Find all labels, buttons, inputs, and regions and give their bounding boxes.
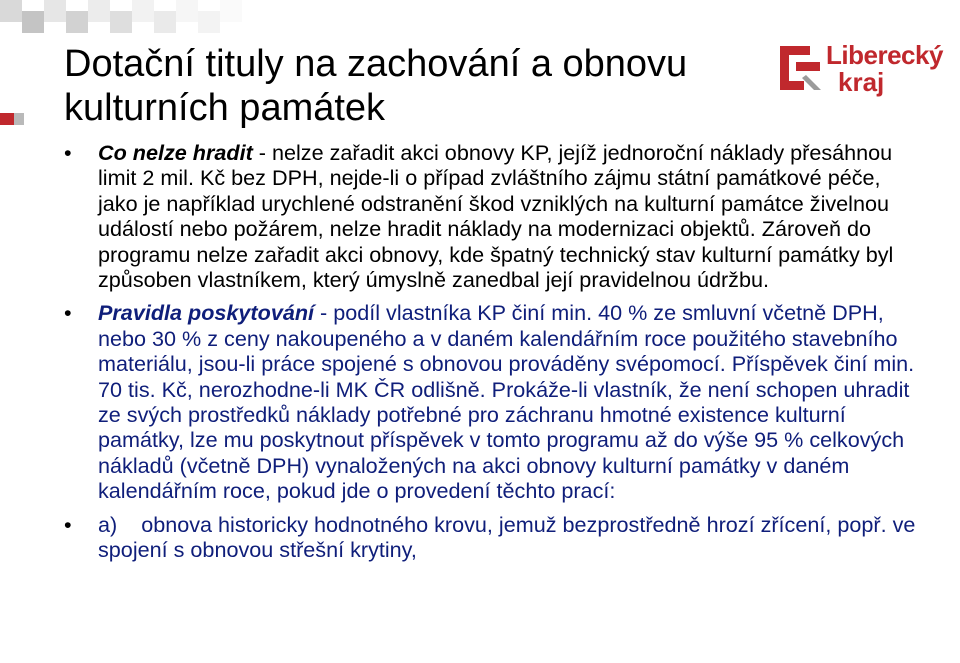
bullet-marker: •	[64, 140, 72, 165]
title-accent-red	[0, 113, 14, 125]
slide-body	[64, 140, 920, 563]
logo-text-liberecky: Liberecký	[826, 40, 943, 70]
bullet-marker: •	[64, 300, 72, 326]
bullet-lead: Co nelze hradit	[98, 140, 253, 165]
bullet-marker: •	[64, 511, 72, 537]
logo-text-kraj: kraj	[838, 67, 885, 97]
bullet-item-a	[64, 512, 920, 563]
bullet-co-nelze-hradit	[64, 140, 920, 292]
bullet-text: - nelze zařadit akci obnovy KP, jejíž jednoroční náklady přesáhnou limit 2 mil. Kč bez DPH, nejde-li o případ zvláštního zájmu státní památkové péče, jako je například urychlené odstranění škod vzniklých na kulturní památce živelnou událostí nebo požárem, nelze hradit náklady na modernizaci objektů. Zároveň do programu nelze zařadit akci obnovy, kde špatný technický stav kulturní památky byl způsoben vlastníkem, který úmyslně zanedbal její pravidelnou údržbu.	[98, 140, 894, 293]
liberecky-kraj-logo	[776, 40, 946, 100]
bullet-pravidla-poskytovani	[64, 300, 920, 503]
header-decoration-band	[0, 0, 960, 38]
bullet-text: a) obnova historicky hodnotného krovu, jemuž bezprostředně hrozí zřícení, popř. ve spojení s obnovou střešní krytiny,	[98, 511, 916, 563]
bullet-lead: Pravidla poskytování	[98, 300, 315, 326]
title-accent-grey	[14, 113, 24, 125]
logo-emblem-icon	[776, 40, 826, 98]
bullet-text: - podíl vlastníka KP činí min. 40 % ze smluvní včetně DPH, nebo 30 % z ceny nakoupeného a v daném kalendářním roce použitého stavebního materiálu, jsou-li práce spojené s obnovou prováděny svépomocí. Příspěvek činí min. 70 tis. Kč, nerozhodne-li MK ČR odlišně. Prokáže-li vlastník, že není schopen uhradit ze svých prostředků náklady potřebné pro záchranu hmotné existence kulturní památky, lze mu poskytnout příspěvek v tomto programu až do výše 95 % celkových nákladů (včetně DPH) vynaložených na akci obnovy kulturní památky v daném kalendářním roce, pokud jde o provedení těchto prací:	[98, 300, 915, 504]
page-title: Dotační tituly na zachování a obnovu kulturních památek	[64, 43, 688, 129]
